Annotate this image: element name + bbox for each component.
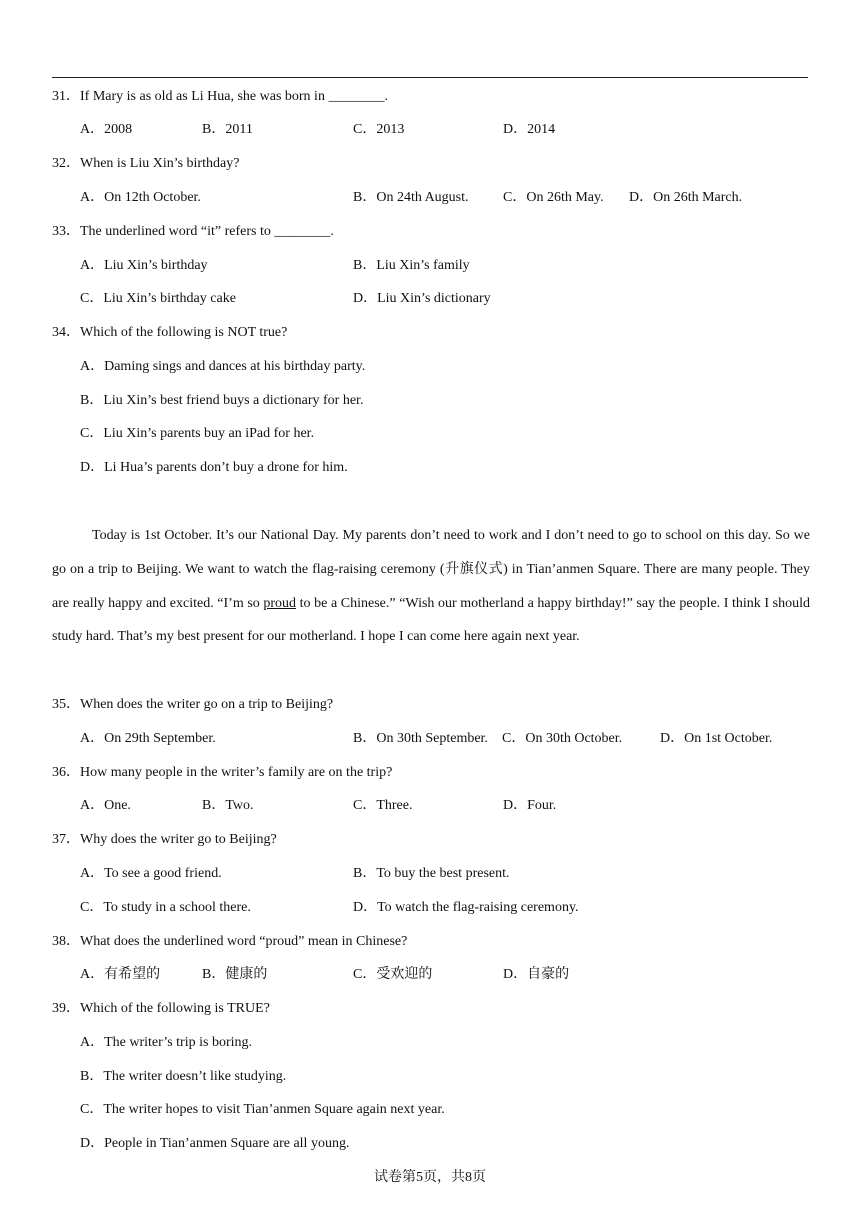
q33-option-b: B．Liu Xin’s family [353, 258, 470, 273]
question-31-stem: 31．If Mary is as old as Li Hua, she was born in ________. [52, 89, 388, 104]
q33-option-c: C．Liu Xin’s birthday cake [80, 291, 236, 306]
q31-option-c: C．2013 [353, 122, 405, 137]
q36-option-d: D．Four. [503, 798, 557, 813]
q35-option-a: A．On 29th September. [80, 731, 216, 746]
q34-option-a: A．Daming sings and dances at his birthday party. [80, 359, 366, 374]
reading-passage [52, 519, 810, 654]
question-32-stem: 32．When is Liu Xin’s birthday? [52, 156, 240, 171]
q32-option-c: C．On 26th May. [503, 190, 604, 205]
question-37-stem: 37．Why does the writer go to Beijing? [52, 832, 277, 847]
q33-option-a: A．Liu Xin’s birthday [80, 258, 208, 273]
q35-option-c: C．On 30th October. [502, 731, 623, 746]
q32-option-d: D．On 26th March. [629, 190, 743, 205]
q32-option-b: B．On 24th August. [353, 190, 469, 205]
question-34-stem: 34．Which of the following is NOT true? [52, 325, 288, 340]
q34-option-b: B．Liu Xin’s best friend buys a dictionary for her. [80, 393, 364, 408]
q31-option-b: B．2011 [202, 122, 253, 137]
q33-option-d: D．Liu Xin’s dictionary [353, 291, 491, 306]
question-39-stem: 39．Which of the following is TRUE? [52, 1001, 270, 1016]
q38-option-a: A．有希望的 [80, 967, 161, 982]
underlined-word-proud: proud [263, 595, 297, 611]
question-36-stem: 36．How many people in the writer’s family are on the trip? [52, 765, 393, 780]
q36-option-a: A．One. [80, 798, 131, 813]
q37-option-a: A．To see a good friend. [80, 866, 222, 881]
q35-option-b: B．On 30th September. [353, 731, 488, 746]
q39-option-b: B．The writer doesn’t like studying. [80, 1069, 287, 1084]
question-33-stem: 33．The underlined word “it” refers to ________. [52, 224, 334, 239]
passage-text-after: to be a Chinese.” “Wish our motherland a happy birthday!” say the people. I think I should study hard. That’s my best present for our motherland. I hope I can come here again next year. [52, 595, 810, 645]
question-38-stem: 38．What does the underlined word “proud” mean in Chinese? [52, 934, 408, 949]
question-35-stem: 35．When does the writer go on a trip to Beijing? [52, 697, 334, 712]
q34-option-c: C．Liu Xin’s parents buy an iPad for her. [80, 426, 315, 441]
page-footer: 试卷第5页，共8页 [374, 1170, 486, 1185]
q36-option-c: C．Three. [353, 798, 413, 813]
q31-option-d: D．2014 [503, 122, 556, 137]
q31-option-a: A．2008 [80, 122, 133, 137]
q38-option-d: D．自豪的 [503, 967, 570, 982]
q37-option-c: C．To study in a school there. [80, 900, 251, 915]
q37-option-d: D．To watch the flag-raising ceremony. [353, 900, 579, 915]
q36-option-b: B．Two. [202, 798, 254, 813]
q38-option-b: B．健康的 [202, 967, 268, 982]
q37-option-b: B．To buy the best present. [353, 866, 510, 881]
q35-option-d: D．On 1st October. [660, 731, 773, 746]
header-rule [52, 77, 808, 78]
q39-option-c: C．The writer hopes to visit Tian’anmen Square again next year. [80, 1102, 445, 1117]
q32-option-a: A．On 12th October. [80, 190, 201, 205]
q39-option-d: D．People in Tian’anmen Square are all young. [80, 1136, 350, 1151]
q34-option-d: D．Li Hua’s parents don’t buy a drone for him. [80, 460, 348, 475]
passage-text-before: Today is 1st October. It’s our National Day. My parents don’t need to work and I don’t need to go to school on this day. So we go on a trip to Beijing. We want to watch the flag-raising ceremony (升旗仪式) in Tian’anmen Square. There are many people. They are really happy and excited. “I’m so [52, 528, 810, 611]
q38-option-c: C．受欢迎的 [353, 967, 433, 982]
q39-option-a: A．The writer’s trip is boring. [80, 1035, 252, 1050]
